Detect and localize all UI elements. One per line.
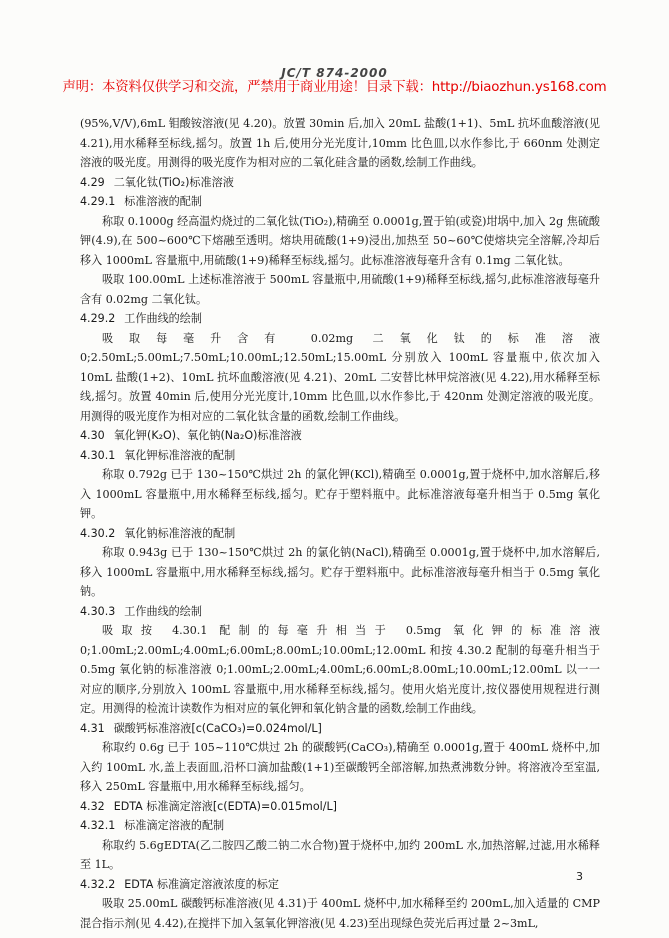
paragraph-4-30-2: 称取 0.943g 已于 130~150℃烘过 2h 的氯化钠(NaCl),精确至 0.0001g,置于烧杯中,加水溶解后,移入 1000mL 容量瓶中,用水稀释至标线,摇匀。贮存于塑料瓶中。此标准溶液每毫升相当于 0.5mg 氧化钠。: [80, 546, 600, 598]
section-title: EDTA 标准滴定溶液[c(EDTA)=0.015mol/L]: [113, 799, 337, 813]
section-title: 工作曲线的绘制: [124, 604, 202, 618]
section-title: 标准溶液的配制: [124, 195, 202, 208]
paragraph-intro: (95%,V/V),6mL 钼酸铵溶液(见 4.20)。放置 30min 后,加入 20mL 盐酸(1+1)、5mL 抗坏血酸溶液(见 4.21),用水稀释至标线,摇匀。放置 1h 后,使用分光光度计,10mm 比色皿,以水作参比,于 660nm 处测定溶液的吸光度。用测得的吸光度作为相对应的二氧化硅含量的函数,绘制工作曲线。: [80, 117, 600, 169]
standard-code-header: JC/T 874-2000: [281, 66, 388, 80]
section-heading-4-30-3: [80, 602, 600, 622]
paragraph-4-29-1-b: 吸取 100.00mL 上述标准溶液于 500mL 容量瓶中,用硫酸(1+9)稀释至标线,摇匀,此标准溶液每毫升含有 0.02mg 二氧化钛。: [80, 273, 600, 306]
section-heading-4-32: [80, 797, 600, 817]
section-title: 氧化钾(K₂O)、氧化钠(Na₂O)标准溶液: [113, 429, 302, 442]
section-heading-4-30-1: [80, 446, 600, 466]
section-number: 4.30.3: [80, 604, 116, 618]
section-number: 4.32.1: [80, 819, 116, 832]
section-title: 工作曲线的绘制: [124, 312, 202, 325]
section-heading-4-32-2: [80, 875, 600, 895]
section-title: 二氧化钛(TiO₂)标准溶液: [113, 175, 234, 189]
section-heading-4-31: [80, 719, 600, 739]
section-heading-4-29: [80, 173, 600, 193]
document-body: [80, 114, 600, 933]
section-heading-4-30: [80, 426, 600, 446]
paragraph-4-31: 称取约 0.6g 已于 105~110℃烘过 2h 的碳酸钙(CaCO₃),精确至 0.0001g,置于 400mL 烧杯中,加入约 100mL 水,盖上表面皿,沿杯口滴加盐酸(1+1)至碳酸钙全部溶解,加热煮沸数分钟。将溶液冷至室温,移入 250mL 容量瓶中,用水稀释至标线,摇匀。: [80, 741, 600, 793]
section-number: 4.29.2: [80, 312, 116, 325]
section-number: 4.32: [80, 799, 105, 813]
section-number: 4.31: [80, 721, 105, 735]
section-title: 氧化钾标准溶液的配制: [124, 448, 236, 462]
section-title: 氧化钠标准溶液的配制: [124, 526, 236, 540]
section-number: 4.29.1: [80, 195, 116, 208]
section-heading-4-32-1: [80, 816, 600, 836]
paragraph-4-32-1: 称取约 5.6gEDTA(乙二胺四乙酸二钠二水合物)置于烧杯中,加约 200mL 水,加热溶解,过滤,用水稀释至 1L。: [80, 838, 600, 871]
copyright-notice: 声明：本资料仅供学习和交流，严禁用于商业用途！目录下载：http://biaozhun.ys168.com: [62, 80, 607, 95]
section-title: EDTA 标准滴定溶液浓度的标定: [124, 877, 279, 891]
section-title: 标准滴定溶液的配制: [124, 819, 225, 832]
section-number: 4.29: [80, 175, 105, 189]
paragraph-4-29-2: 吸取每毫升含有 0.02mg 二氧化钛的标准溶液 0;2.50mL;5.00mL;7.50mL;10.00mL;12.50mL;15.00mL 分别放入 100mL 容量瓶中,依次加入 10mL 盐酸(1+2)、10mL 抗坏血酸溶液(见 4.21)、20mL 二安替比林甲烷溶液(见 4.22),用水稀释至标线,摇匀。放置 40min 后,使用分光光度计,10mm 比色皿,以水作参比,于 420nm 处测定溶液的吸光度。用测得的吸光度作为相对应的二氧化钛含量的函数,绘制工作曲线。: [80, 331, 600, 423]
section-heading-4-29-2: [80, 309, 600, 329]
page-number: 3: [576, 870, 583, 883]
section-title: 碳酸钙标准溶液[c(CaCO₃)=0.024mol/L]: [113, 721, 322, 735]
paragraph-4-30-1: 称取 0.792g 已于 130~150℃烘过 2h 的氯化钾(KCl),精确至 0.0001g,置于烧杯中,加水溶解后,移入 1000mL 容量瓶中,用水稀释至标线,摇匀。贮存于塑料瓶中。此标准溶液每毫升相当于 0.5mg 氧化钾。: [80, 468, 600, 520]
section-heading-4-29-1: [80, 192, 600, 212]
section-heading-4-30-2: [80, 524, 600, 544]
section-number: 4.30.1: [80, 448, 116, 462]
section-number: 4.30: [80, 429, 105, 442]
section-number: 4.32.2: [80, 877, 116, 891]
paragraph-4-29-1-a: 称取 0.1000g 经高温灼烧过的二氧化钛(TiO₂),精确至 0.0001g,置于铂(或瓷)坩埚中,加入 2g 焦硫酸钾(4.9),在 500~600℃下熔融至透明。熔块用硫酸(1+9)浸出,加热至 50~60℃使熔块完全溶解,冷却后移入 1000mL 容量瓶中,用硫酸(1+9)稀释至标线,摇匀。此标准溶液每毫升含有 0.1mg 二氧化钛。: [80, 214, 600, 267]
paragraph-4-30-3: 吸取按 4.30.1 配制的每毫升相当于 0.5mg 氧化钾的标准溶液 0;1.00mL;2.00mL;4.00mL;6.00mL;8.00mL;10.00mL;12.00mL 和按 4.30.2 配制的每毫升相当于 0.5mg 氧化钠的标准溶液 0;1.00mL;2.00mL;4.00mL;6.00mL;8.00mL;10.00mL;12.00mL 以一一对应的顺序,分别放入 100mL 容量瓶中,用水稀释至标线,摇匀。使用火焰光度计,按仪器使用规程进行测定。用测得的检流计读数作为相对应的氧化钾和氧化钠含量的函数,绘制工作曲线。: [80, 624, 600, 715]
section-number: 4.30.2: [80, 526, 116, 540]
paragraph-4-32-2: 吸取 25.00mL 碳酸钙标准溶液(见 4.31)于 400mL 烧杯中,加水稀释至约 200mL,加入适量的 CMP 混合指示剂(见 4.42),在搅拌下加入氢氧化钾溶液(见 4.23)至出现绿色荧光后再过量 2~3mL,: [80, 897, 600, 930]
